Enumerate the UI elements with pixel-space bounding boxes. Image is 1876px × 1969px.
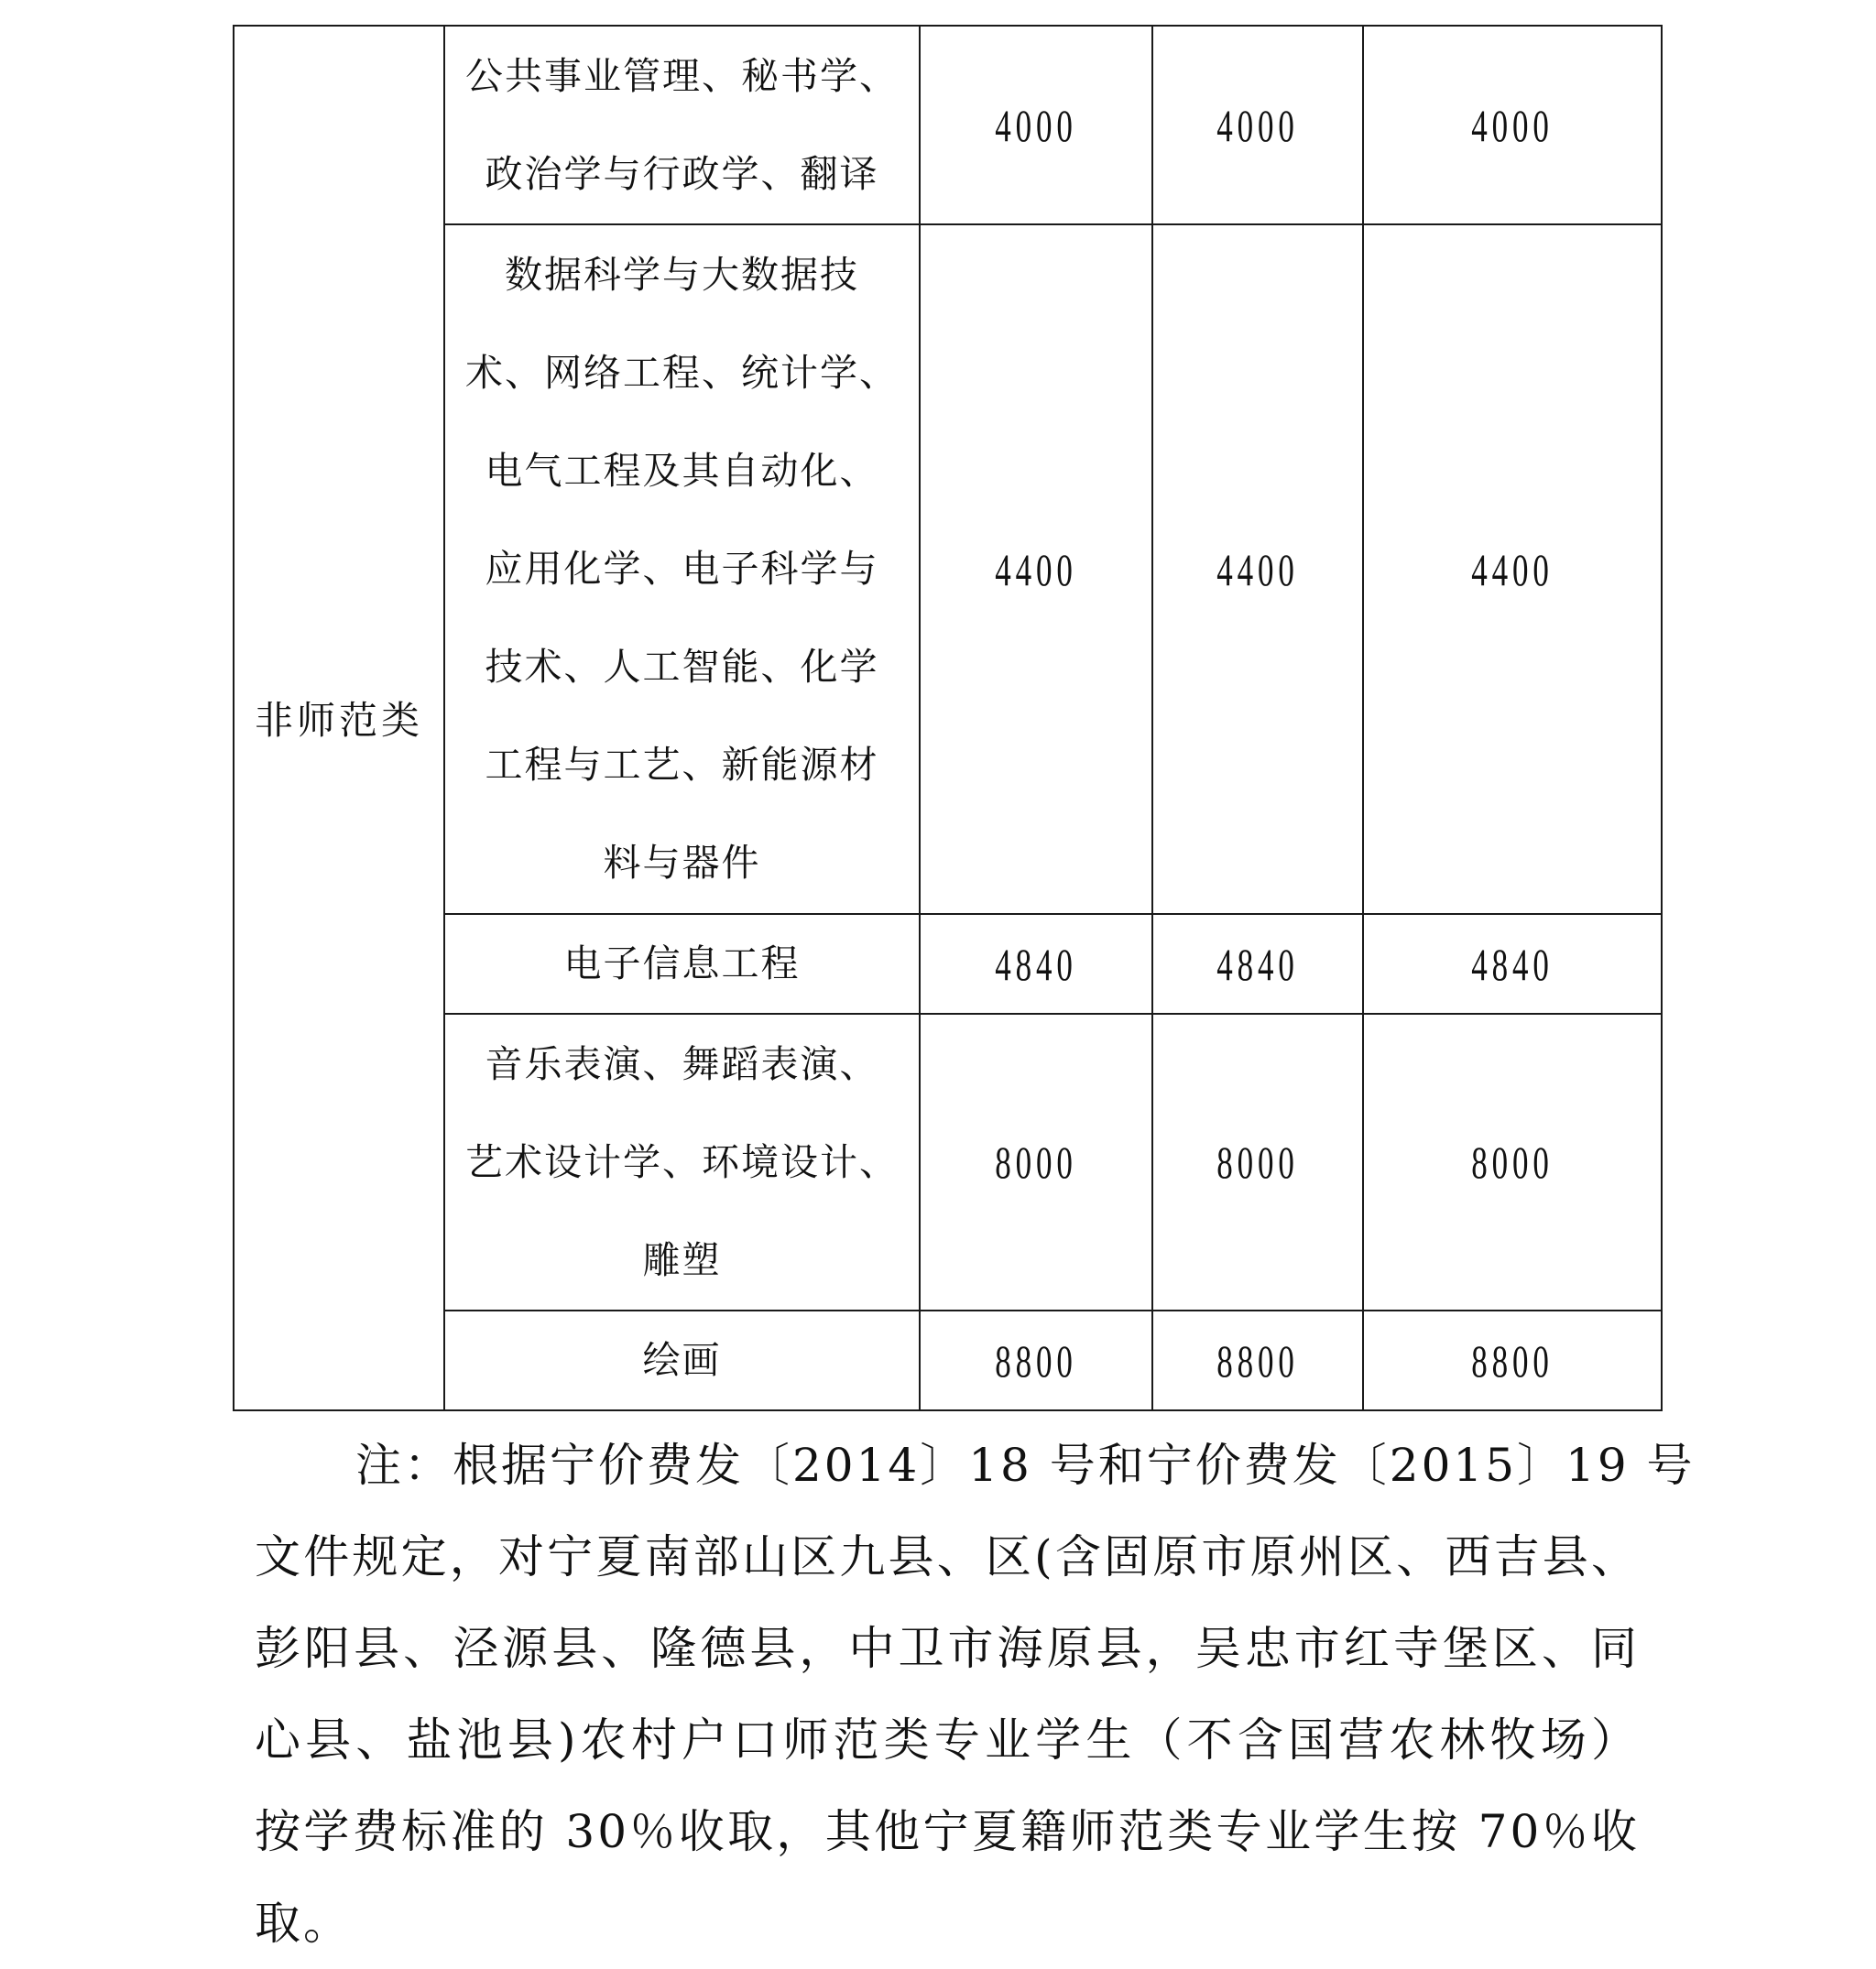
fee-value: 4840 [1216,938,1299,990]
major-line: 绘画 [642,1338,722,1382]
fee-value: 4840 [1471,938,1554,990]
table-row [234,914,1662,1014]
major-line: 技术、人工智能、化学 [485,645,879,689]
major-cell [444,914,920,1014]
major-line: 音乐表演、舞蹈表演、 [485,1041,879,1086]
fee-cell [1152,26,1363,224]
note-line: 彭阳县、泾源县、隆德县，中卫市海原县，吴忠市红寺堡区、同 [255,1622,1640,1675]
fee-cell [920,914,1152,1014]
major-line: 雕塑 [642,1237,722,1282]
fee-cell [1152,224,1363,914]
fee-cell [1363,1311,1662,1410]
major-line: 工程与工艺、新能源材 [485,743,879,787]
fee-cell [1152,1311,1363,1410]
fee-value: 4400 [995,543,1077,595]
table-row [234,224,1662,914]
major-line: 术、网络工程、统计学、 [465,351,899,395]
fee-value: 4400 [1471,543,1554,595]
fee-cell [1152,914,1363,1014]
table-row [234,1014,1662,1311]
fee-value: 8800 [1471,1334,1554,1387]
note-line: 文件规定，对宁夏南部山区九县、区(含固原市原州区、西吉县、 [255,1530,1640,1583]
category-cell: 非师范类 [234,26,444,1410]
major-line: 料与器件 [603,841,761,885]
fee-cell [1363,26,1662,224]
fee-cell [1363,1014,1662,1311]
major-cell [444,1014,920,1311]
major-line: 艺术设计学、环境设计、 [465,1139,899,1184]
note-line: 注：根据宁价费发〔2014〕18 号和宁价费发〔2015〕19 号 [355,1439,1696,1492]
fee-cell [1363,224,1662,914]
fee-value: 4840 [995,938,1077,990]
fee-cell [920,224,1152,914]
fee-cell [920,26,1152,224]
fee-value: 4000 [995,99,1077,151]
major-line: 公共事业管理、秘书学、 [465,53,899,98]
major-line: 数据科学与大数据技 [505,253,859,297]
fee-value: 4400 [1216,543,1299,595]
footnote-paragraph [255,1420,1696,1969]
fee-cell [1363,914,1662,1014]
fee-cell [920,1014,1152,1311]
fee-cell [920,1311,1152,1410]
fee-value: 4000 [1471,99,1554,151]
table-row [234,26,1662,224]
fee-value: 8800 [995,1334,1077,1387]
fee-cell [1152,1014,1363,1311]
fee-value: 8000 [1216,1137,1299,1188]
fee-value: 8800 [1216,1334,1299,1387]
note-line: 按学费标准的 30％收取，其他宁夏籍师范类专业学生按 70％收 [255,1805,1640,1858]
major-line: 电子信息工程 [563,941,801,985]
note-line: 取。 [255,1897,352,1950]
table-row [234,1311,1662,1410]
major-cell [444,224,920,914]
major-line: 应用化学、电子科学与 [485,547,879,591]
major-cell [444,26,920,224]
fee-value: 8000 [995,1137,1077,1188]
fee-value: 8000 [1471,1137,1554,1188]
fee-value: 4000 [1216,99,1299,151]
major-cell [444,1311,920,1410]
major-line: 电气工程及其自动化、 [485,449,879,493]
major-line: 政治学与行政学、翻译 [485,151,879,196]
note-line: 心县、盐池县)农村户口师范类专业学生（不含国营农林牧场） [255,1713,1640,1767]
tuition-fee-table [233,25,1663,1411]
